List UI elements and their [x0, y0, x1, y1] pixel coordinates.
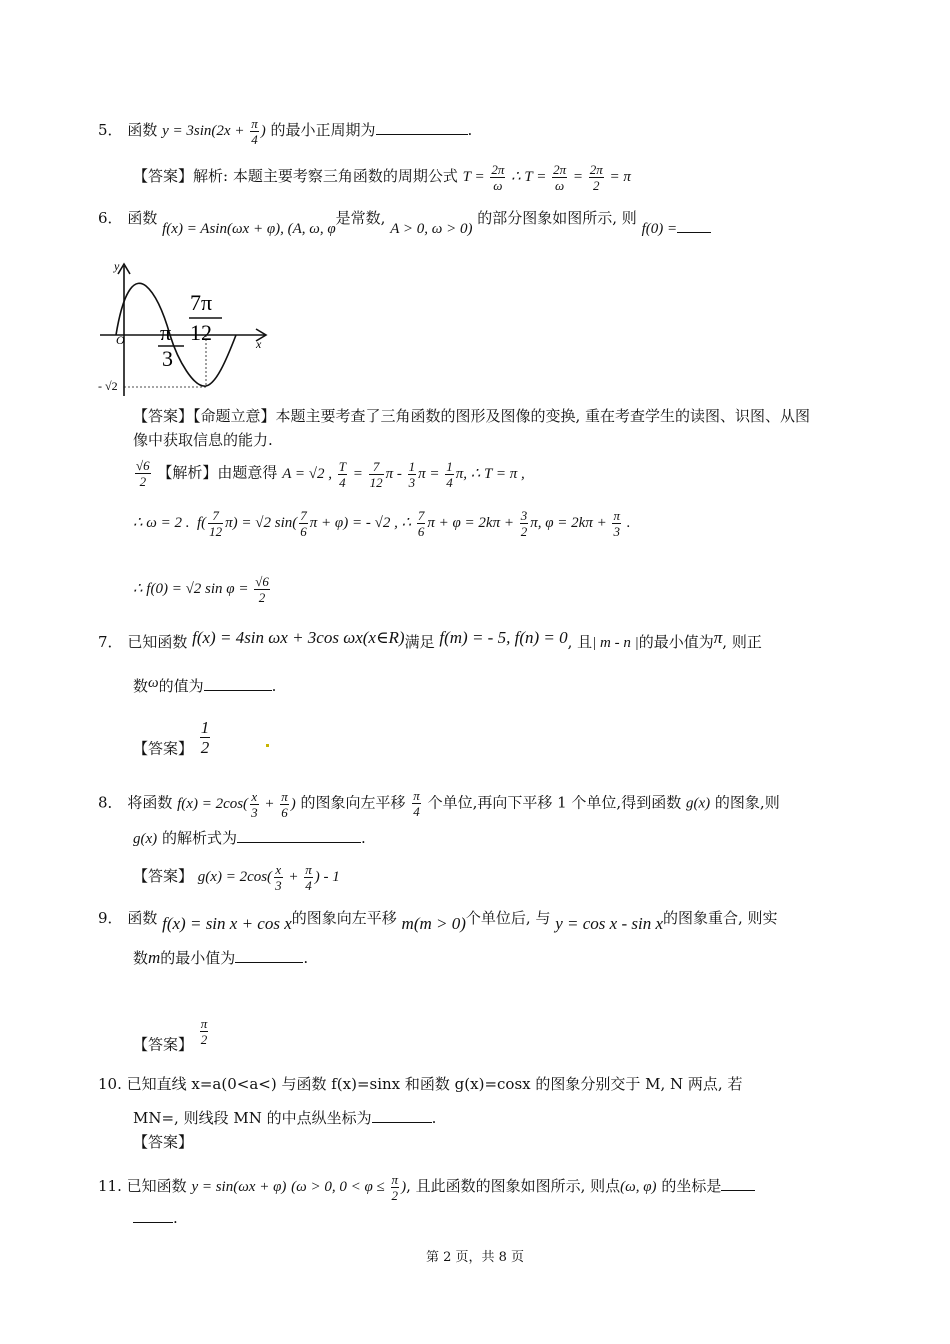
origin-label: O: [116, 333, 125, 347]
answer-5: 【答案】解析: 本题主要考察三角函数的周期公式 T = $\frac{2\pi}{\omega}$ ∴ T = $\frac{2\pi}{\omega}$ = $\frac{2\pi}{2}$ = π: [133, 162, 631, 193]
dot-mark: [266, 744, 269, 747]
question-7: 7． 已知函数 f(x) = 4sin ωx + 3cos ωx(x∈R)满足 f(m) = - 5, f(n) = 0, 且| m - n |的最小值为π, 则正: [98, 628, 762, 651]
answer-blank: [235, 948, 303, 963]
question-number: 10.: [98, 1075, 122, 1093]
question-7-line-2: 数ω的值为 .: [133, 675, 277, 695]
question-number: 6．: [98, 209, 123, 227]
answer-formula: T = $\frac{2\pi}{\omega}$ ∴ T = $\frac{2\pi}{\omega}$ = $\frac{2\pi}{2}$ = π: [462, 162, 631, 193]
answer-6-analysis-3: ∴ f(0) = √2 sin φ = $\frac{√6}{2}$: [133, 574, 269, 605]
answer-value: $\frac{√6}{2}$: [136, 458, 150, 489]
formula: y = sin(ωx + φ): [191, 1178, 287, 1195]
answer-label: 【答案】: [133, 1035, 194, 1054]
y-min-label: - √2: [98, 379, 118, 393]
answer-label: 【答案】: [133, 739, 194, 758]
question-10: 10. 已知直线 x=a(0<a<) 与函数 f(x)=sinx 和函数 g(x)=cosx 的图象分别交于 M, N 两点, 若: [98, 1075, 743, 1093]
answer-6-line-2: 像中获取信息的能力.: [133, 431, 273, 449]
question-5: 5． 函数 y = 3sin(2x + $\frac{\pi}{4}$ ) 的最小正周期为 .: [98, 116, 473, 147]
question-10-line-2: MN=, 则线段 MN 的中点纵坐标为 .: [133, 1109, 437, 1127]
answer-7: [133, 718, 212, 769]
question-11: 11. 已知函数 y = sin(ωx + φ) (ω > 0, 0 < φ ≤ $\frac{\pi}{2}$ ), 且此函数的图象如图所示, 则点(ω, φ) 的坐标是: [98, 1172, 755, 1203]
answer-blank: [204, 676, 272, 691]
answer-blank: [677, 218, 711, 233]
page-footer: 第 2 页，共 8 页: [425, 1250, 525, 1265]
question-9: 9． 函数 f(x) = sin x + cos x的图象向左平移 m(m > 0)个单位后, 与 y = cos x - sin x的图象重合, 则实: [98, 909, 778, 933]
sine-graph: [96, 256, 276, 402]
question-9-line-2: 数m的最小值为 .: [133, 948, 309, 967]
formula: f(x) = Asin(ωx + φ), (A, ω, φ: [162, 221, 336, 237]
question-6: 6． 函数 f(x) = Asin(ωx + φ), (A, ω, φ是常数, A > 0, ω > 0) 的部分图象如图所示, 则 f(0) =: [98, 208, 711, 229]
question-11-line-2: .: [133, 1208, 178, 1228]
y-axis-label: y: [114, 259, 120, 273]
question-number: 11.: [98, 1176, 122, 1195]
answer-blank: [376, 120, 468, 135]
answer-blank: [721, 1176, 755, 1191]
answer-label: 【答案】: [133, 166, 194, 185]
question-8: 8． 将函数 f(x) = 2cos( $\frac{x}{3}$ + $\frac{\pi}{6}$ ) 的图象向左平移 $\frac{\pi}{4}$ 个单位,再向下平移 1 个单位,得到函数 g(x) 的图象,则: [98, 788, 780, 820]
question-number: 5．: [98, 120, 123, 139]
formula: y = 3sin(2x + $\frac{\pi}{4}$ ): [162, 116, 266, 147]
formula: f(x) = 2cos( $\frac{x}{3}$ + $\frac{\pi}{6}$ ): [177, 788, 296, 820]
question-number: 9．: [98, 909, 123, 927]
answer-6-analysis-1: $\frac{√6}{2}$ 【解析】由题意得 A = √2 , $\frac{T}{4}$ = $\frac{7}{12}$ π - $\frac{1}{3}$ π = $\frac{1}{4}$ π, ∴ T = π ,: [136, 458, 525, 490]
question-number: 8．: [98, 793, 123, 812]
answer-10-label: 【答案】: [133, 1133, 194, 1151]
condition: (ω > 0, 0 < φ ≤ $\frac{\pi}{2}$ ): [291, 1172, 407, 1203]
answer-6-analysis-2: ∴ ω = 2 . f( $\frac{7}{12}$ π) = √2 sin( $\frac{7}{6}$ π + φ) = - √2 , ∴ $\frac{7}{6}$ π + φ = 2kπ + $\frac{3}{2}$ π, φ = 2kπ + $\frac{\pi}{3}$ .: [133, 508, 631, 539]
answer-6-line-1: 【答案】【命题立意】本题主要考查了三角函数的图形及图像的变换, 重在考查学生的读图、识图、从图: [133, 407, 811, 425]
x-tick-7pi-12-denominator: 12: [190, 320, 212, 345]
question-number: 7．: [98, 633, 123, 651]
answer-blank: [133, 1208, 173, 1223]
formula: f(x) = 4sin ωx + 3cos ωx(x∈R): [192, 628, 405, 647]
answer-blank: [372, 1108, 432, 1123]
answer-9: [133, 1016, 210, 1061]
x-tick-pi-3-numerator: π: [160, 320, 172, 345]
formula: f(x) = sin x + cos x: [162, 914, 292, 933]
answer-label: 【答案】: [133, 866, 194, 885]
answer-8: [133, 862, 340, 893]
answer-formula: g(x) = 2cos( $\frac{x}{3}$ + $\frac{\pi}{4}$ ) - 1: [197, 862, 340, 893]
x-tick-pi-3-denominator: 3: [162, 346, 173, 371]
question-8-line-2: g(x) 的解析式为 .: [133, 829, 366, 847]
answer-value: $\frac{1}{2}$: [200, 718, 210, 757]
answer-blank: [237, 828, 361, 843]
answer-value: $\frac{\pi}{2}$: [200, 1016, 208, 1047]
x-axis-label: x: [256, 337, 262, 351]
x-tick-7pi-12-numerator: 7π: [190, 290, 213, 315]
